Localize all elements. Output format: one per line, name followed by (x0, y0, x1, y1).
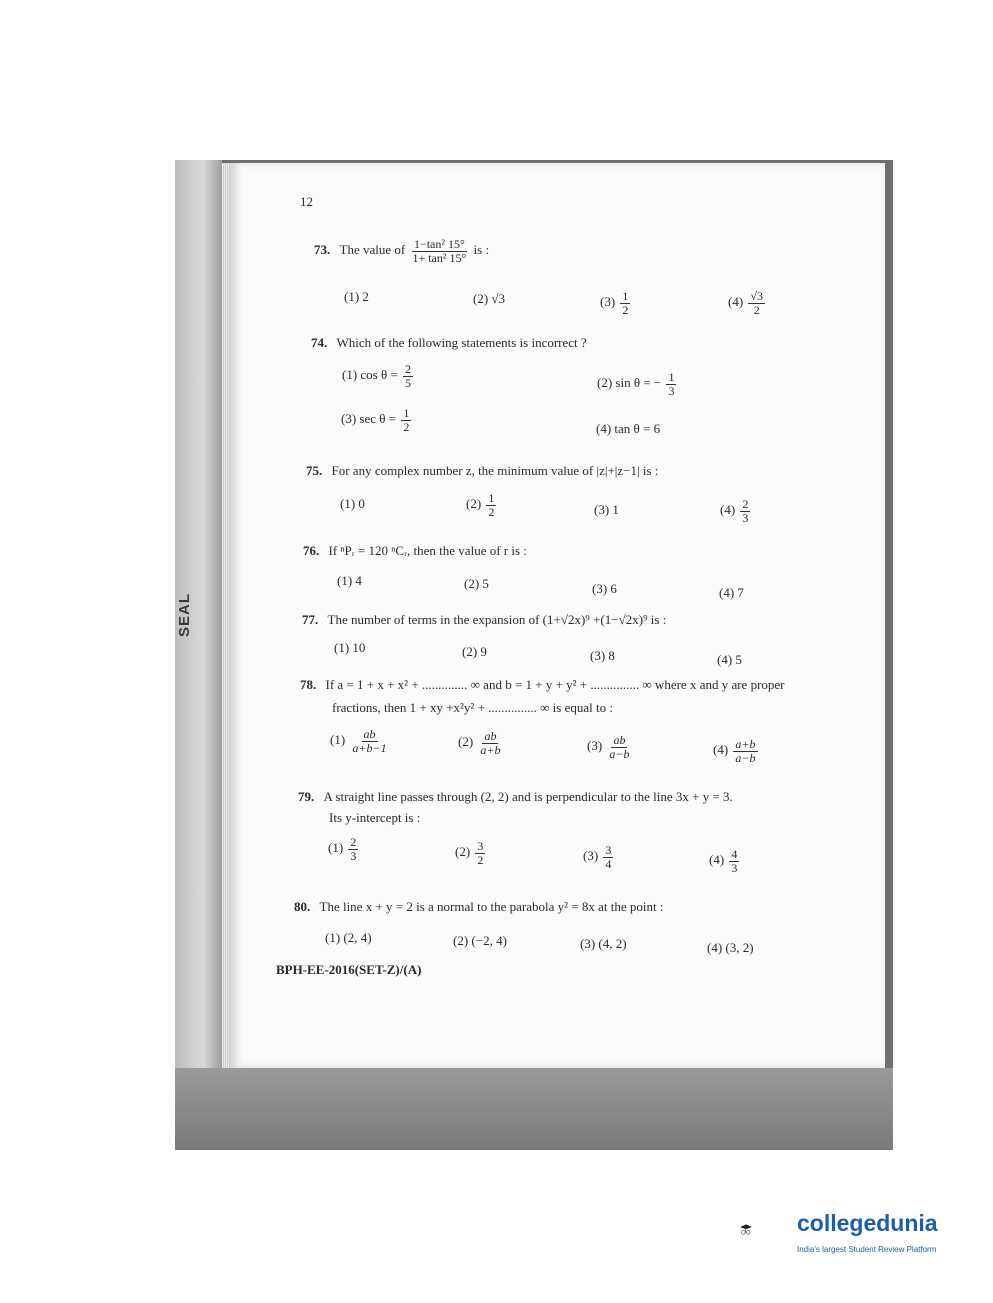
option: (4) $\frac{a+b}{a-b}$ (713, 737, 756, 765)
question-text: Which of the following statements is incorrect ? (336, 335, 587, 350)
option: (2) $\frac{1}{2}$ (466, 491, 495, 519)
option: (2) sin θ = − $\frac{1}{3}$ (597, 370, 675, 398)
option: (2) 9 (462, 644, 487, 659)
option: (4) $\frac{2}{3}$ (720, 497, 749, 525)
page-number: 12 (300, 194, 313, 209)
question-78 (300, 677, 785, 693)
logo-tagline: India's largest Student Review Platform (797, 1245, 937, 1254)
question-text: The line x + y = 2 is a normal to the parabola y² = 8x at the point : (319, 899, 664, 914)
question-number: 74. (311, 335, 328, 350)
option: (3) 6 (592, 581, 617, 596)
option: (2) √3 (473, 291, 506, 306)
question-75 (306, 463, 658, 479)
question-text: The value of (339, 242, 406, 258)
option: (1) 2 (344, 289, 369, 304)
question-text: For any complex number z, the minimum value of |z|+|z−1| is : (331, 463, 659, 478)
fraction: $\frac{\text{1−tan² 15°}}{\text{1+ tan² 15°}}$ (412, 237, 467, 265)
option: (2) $\frac{ab}{a+b}$ (458, 729, 501, 757)
option: (3) 1 (594, 502, 619, 517)
question-number: 77. (302, 612, 319, 627)
option: (3) $\frac{1}{2}$ (600, 289, 629, 317)
question-text: The number of terms in the expansion of (1+√2x)⁹ +(1−√2x)⁹ is : (327, 612, 667, 627)
option: (3) sec θ = $\frac{1}{2}$ (341, 406, 410, 434)
option: (1) 10 (334, 640, 366, 655)
option: (3) $\frac{ab}{a-b}$ (587, 733, 630, 761)
option: (4) $\frac{√3}{2}$ (728, 289, 764, 317)
option: (3) (4, 2) (580, 936, 627, 951)
lower-pages (175, 1068, 893, 1150)
question-77 (302, 612, 666, 628)
question-number: 76. (303, 543, 320, 558)
question-text: If a = 1 + x + x² + .............. ∞ and b = 1 + y + y² + ............... ∞ where x and y are proper (325, 677, 785, 692)
footer-code: BPH-EE-2016(SET-Z)/(A) (276, 962, 422, 977)
question-text: If ⁿPᵣ = 120 ⁿCᵣ, then the value of r is : (328, 543, 527, 558)
question-number: 78. (300, 677, 317, 692)
option: (4) $\frac{4}{3}$ (709, 847, 738, 875)
logo-name: collegedunia (797, 1210, 938, 1236)
option: (3) 8 (590, 648, 615, 663)
option: (4) 7 (719, 585, 744, 600)
option: (1) $\frac{2}{3}$ (328, 835, 357, 863)
option: (2) (−2, 4) (453, 933, 507, 948)
question-73 (314, 238, 489, 264)
question-80 (294, 899, 663, 915)
question-number: 79. (298, 789, 315, 804)
question-76 (303, 543, 527, 559)
question-text: A straight line passes through (2, 2) and is perpendicular to the line 3x + y = 3. (323, 789, 733, 804)
option: (1) (2, 4) (325, 930, 372, 945)
option: (3) $\frac{3}{4}$ (583, 843, 612, 871)
question-text-line2: Its y-intercept is : (329, 810, 421, 825)
question-tail: is : (473, 242, 490, 258)
option: (4) 5 (717, 652, 742, 667)
collegedunia-logo-icon (738, 1205, 798, 1255)
option: (4) tan θ = 6 (596, 421, 661, 436)
option: (2) 5 (464, 576, 489, 591)
question-text-line2: fractions, then 1 + xy +x²y² + ............... ∞ is equal to : (332, 700, 613, 715)
option: (2) $\frac{3}{2}$ (455, 839, 484, 867)
side-stamp: SEAL (176, 593, 193, 638)
question-74 (311, 335, 587, 351)
question-number: 75. (306, 463, 323, 478)
question-number: 80. (294, 899, 311, 914)
option: (1) cos θ = $\frac{2}{5}$ (342, 362, 412, 390)
option: (4) (3, 2) (707, 940, 754, 955)
question-79 (298, 789, 733, 805)
option: (1) $\frac{ab}{a+b-1}$ (330, 727, 387, 755)
option: (1) 4 (337, 573, 362, 588)
question-number: 73. (314, 242, 331, 258)
option: (1) 0 (340, 496, 365, 511)
